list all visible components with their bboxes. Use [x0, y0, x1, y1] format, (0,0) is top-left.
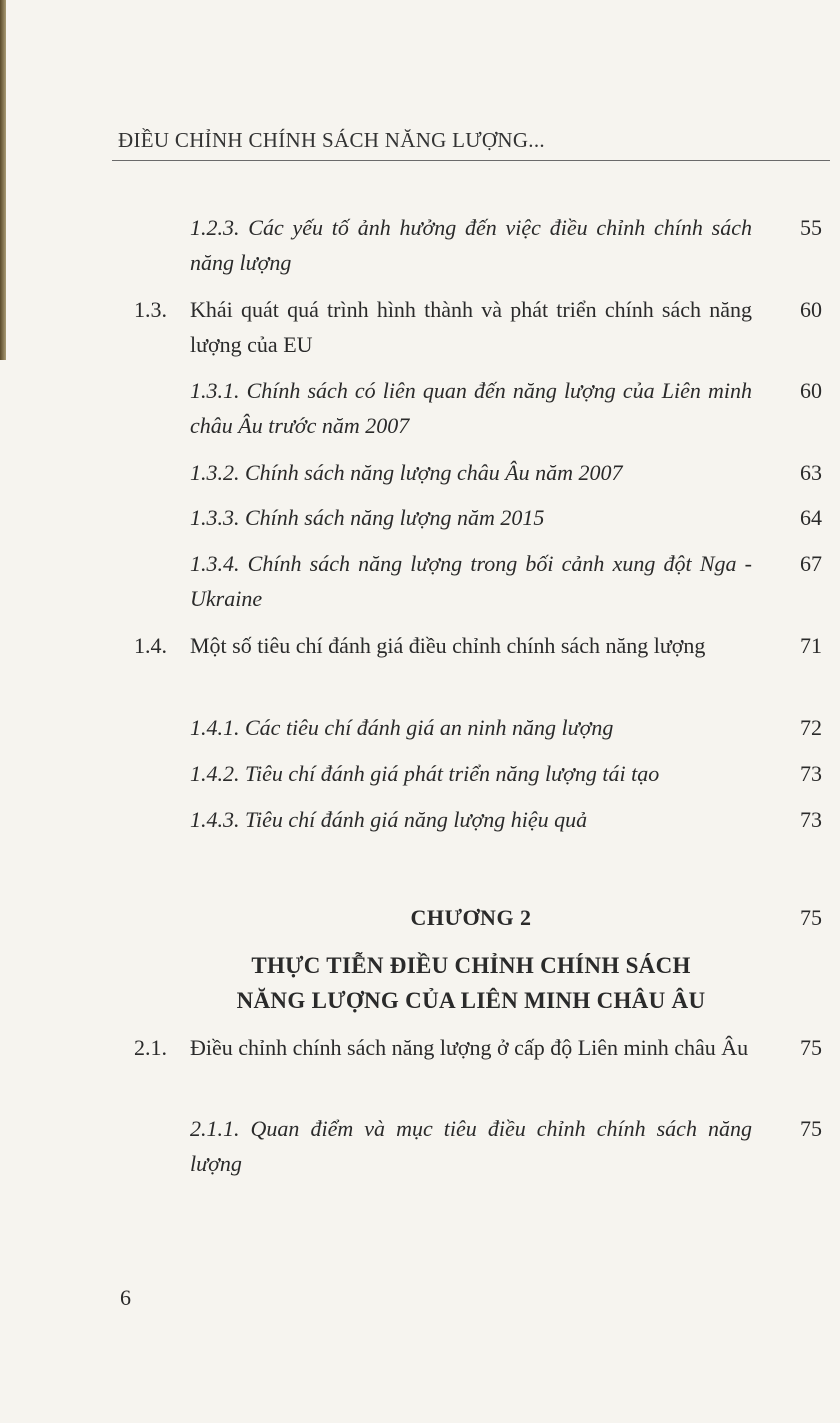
toc-entry-page: 55 — [800, 215, 822, 240]
toc-entry-number: 1.4. — [134, 633, 167, 658]
toc-entry-page: 72 — [800, 715, 822, 740]
toc-entry-title: Khái quát quá trình hình thành và phát triển chính sách năng lượng của EU — [190, 297, 752, 357]
chapter-title-line-1: THỰC TIỄN ĐIỀU CHỈNH CHÍNH SÁCH — [251, 953, 691, 978]
toc-entry-title: 1.3.1. Chính sách có liên quan đến năng lượng của Liên minh châu Âu trước năm 2007 — [190, 378, 752, 438]
chapter-title-line-2: NĂNG LƯỢNG CỦA LIÊN MINH CHÂU ÂU — [236, 988, 706, 1013]
toc-entry-page: 64 — [800, 505, 822, 530]
chapter-page: 75 — [800, 905, 822, 930]
header-rule — [112, 160, 830, 161]
toc-entry-page: 75 — [800, 1116, 822, 1141]
toc-entry-page: 60 — [800, 378, 822, 403]
toc-entry-page: 63 — [800, 460, 822, 485]
toc-entry-page: 75 — [800, 1035, 822, 1060]
toc-entry-title: 1.2.3. Các yếu tố ảnh hưởng đến việc điều chỉnh chính sách năng lượng — [190, 215, 752, 275]
chapter-label: CHƯƠNG 2 — [410, 905, 532, 930]
book-spine-edge — [0, 0, 6, 360]
toc-entry-page: 67 — [800, 551, 822, 576]
toc-entry-title: 2.1.1. Quan điểm và mục tiêu điều chỉnh chính sách năng lượng — [190, 1116, 752, 1176]
toc-entry-page: 71 — [800, 633, 822, 658]
toc-entry-page: 73 — [800, 807, 822, 832]
toc-entry-number: 2.1. — [134, 1035, 167, 1060]
toc-entry-title: 1.3.3. Chính sách năng lượng năm 2015 — [190, 505, 545, 530]
toc-entry-title: 1.3.4. Chính sách năng lượng trong bối cảnh xung đột Nga - Ukraine — [190, 551, 752, 611]
page-number: 6 — [120, 1285, 131, 1310]
toc-entry-title: Một số tiêu chí đánh giá điều chỉnh chính sách năng lượng — [190, 633, 706, 658]
toc-entry-number: 1.3. — [134, 297, 167, 322]
toc-entry-title: Điều chỉnh chính sách năng lượng ở cấp độ Liên minh châu Âu — [190, 1035, 749, 1060]
toc-entry-title: 1.4.3. Tiêu chí đánh giá năng lượng hiệu quả — [190, 807, 588, 832]
running-header: ĐIỀU CHỈNH CHÍNH SÁCH NĂNG LƯỢNG... — [118, 128, 545, 152]
toc-entry-title: 1.3.2. Chính sách năng lượng châu Âu năm 2007 — [190, 460, 623, 485]
toc-entry-title: 1.4.2. Tiêu chí đánh giá phát triển năng lượng tái tạo — [190, 761, 660, 786]
toc-entry-page: 73 — [800, 761, 822, 786]
toc-entry-page: 60 — [800, 297, 822, 322]
toc-entry-title: 1.4.1. Các tiêu chí đánh giá an ninh năng lượng — [190, 715, 614, 740]
